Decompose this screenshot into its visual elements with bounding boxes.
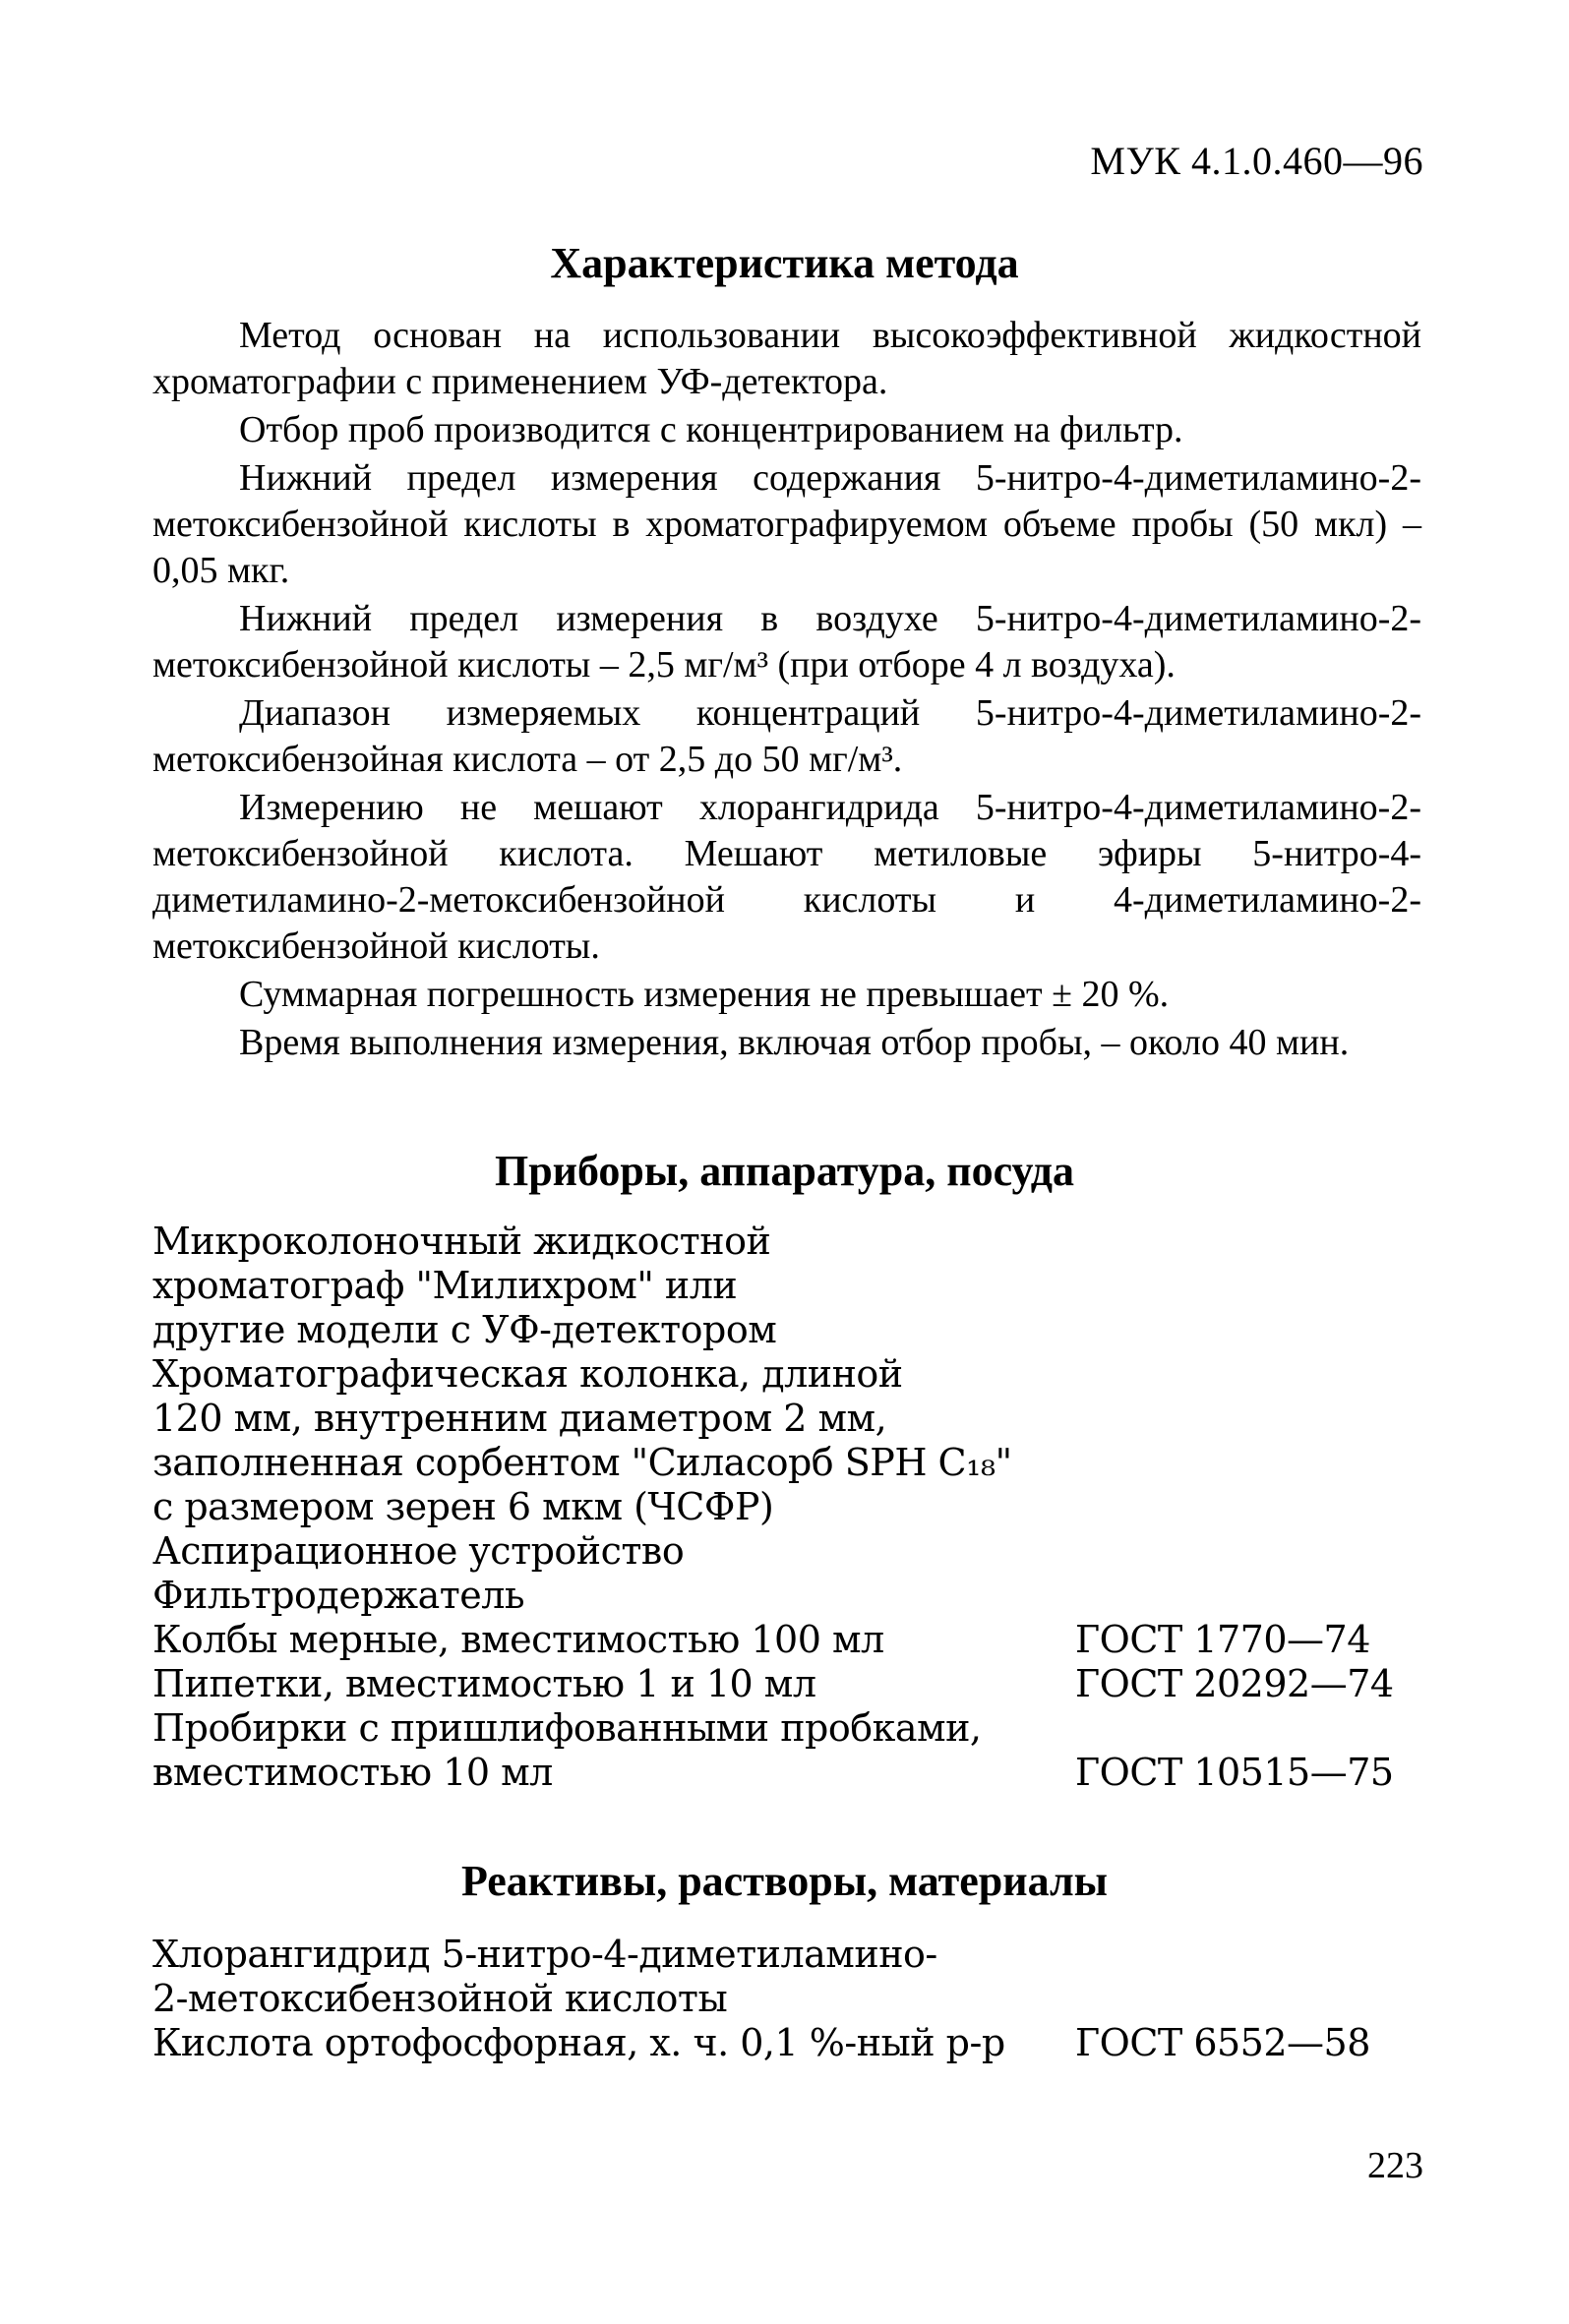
- paragraph: Диапазон измеряемых концентраций 5-нитро-4-диметиламино-2-метоксибензойная кислота – от 2,5 до 50 мг/м³.: [152, 692, 1421, 780]
- paragraph: Время выполнения измерения, включая отбор пробы, – около 40 мин.: [239, 1022, 1350, 1063]
- item-text: хроматограф "Милихром" или: [152, 1264, 738, 1307]
- list-item: [152, 1529, 1421, 1574]
- section-title-reagents: Реактивы, растворы, материалы: [460, 1857, 1109, 1905]
- paragraph: Метод основан на использовании высокоэффективной жидкостной хроматографии с применением УФ-детектора.: [152, 315, 1421, 402]
- list-item: [152, 1662, 1421, 1706]
- paragraph: Суммарная погрешность измерения не превышает ± 20 %.: [239, 974, 1170, 1015]
- paragraph: Нижний предел измерения в воздухе 5-нитро-4-диметиламино-2-метоксибензойной кислоты – 2,5 мг/м³ (при отборе 4 л воздуха).: [152, 598, 1421, 685]
- item-text: другие модели с УФ-детектором: [152, 1308, 777, 1351]
- item-text: Колбы мерные, вместимостью 100 мл: [152, 1618, 884, 1661]
- list-item: [152, 1706, 1421, 1751]
- reagents-list: [152, 1933, 1421, 2065]
- section-title-method: Характеристика метода: [550, 239, 1019, 287]
- list-item: [152, 1352, 1421, 1397]
- item-text: с размером зерен 6 мкм (ЧСФР): [152, 1485, 774, 1528]
- list-item: [152, 1751, 1421, 1795]
- method-description: [152, 313, 1421, 1066]
- paragraph: Отбор проб производится с концентрированием на фильтр.: [239, 409, 1183, 450]
- item-text: Фильтродержатель: [152, 1574, 525, 1617]
- item-text: Пробирки с пришлифованными пробками,: [152, 1706, 982, 1750]
- item-text: Аспирационное устройство: [152, 1529, 685, 1573]
- item-text: 120 мм, внутренним диаметром 2 мм,: [152, 1397, 887, 1440]
- item-text: вместимостью 10 мл: [152, 1751, 553, 1794]
- item-text: Хлорангидрид 5-нитро-4-диметиламино-: [152, 1933, 937, 1976]
- gost-reference: ГОСТ 1770—74: [1075, 1618, 1370, 1661]
- item-text: Пипетки, вместимостью 1 и 10 мл: [152, 1662, 816, 1705]
- list-item: [152, 1933, 1421, 1977]
- item-text: Хроматографическая колонка, длиной: [152, 1352, 903, 1396]
- list-item: [152, 1397, 1421, 1441]
- section-title-equipment: Приборы, аппаратура, посуда: [494, 1147, 1075, 1195]
- item-text: Кислота ортофосфорная, х. ч. 0,1 %-ный р-р: [152, 2021, 1005, 2064]
- equipment-list: [152, 1220, 1421, 1795]
- list-item: [152, 1574, 1421, 1618]
- paragraph: Измерению не мешают хлорангидрида 5-нитро-4-диметиламино-2-метоксибензойной кислота. Мешают метиловые эфиры 5-нитро-4-диметиламино-2-метоксибензойной кислоты и 4-диметиламино-2-метоксибензойной кислоты.: [152, 787, 1421, 967]
- gost-reference: ГОСТ 10515—75: [1075, 1751, 1394, 1794]
- paragraph: Нижний предел измерения содержания 5-нитро-4-диметиламино-2-метоксибензойной кислоты в хроматографируемом объеме пробы (50 мкл) – 0,05 мкг.: [152, 457, 1421, 591]
- list-item: [152, 1977, 1421, 2021]
- item-text: заполненная сорбентом "Силасорб SPH C₁₈": [152, 1441, 1012, 1484]
- gost-reference: ГОСТ 20292—74: [1075, 1662, 1394, 1705]
- list-item: [152, 1264, 1421, 1308]
- list-item: [152, 1618, 1421, 1662]
- page-number: 223: [1367, 2145, 1423, 2186]
- list-item: [152, 2021, 1421, 2065]
- list-item: [152, 1485, 1421, 1529]
- document-code: МУК 4.1.0.460—96: [1090, 139, 1423, 183]
- item-text: 2-метоксибензойной кислоты: [152, 1977, 728, 2020]
- gost-reference: ГОСТ 6552—58: [1075, 2021, 1370, 2064]
- list-item: [152, 1441, 1421, 1485]
- list-item: [152, 1220, 1421, 1264]
- item-text: Микроколоночный жидкостной: [152, 1220, 771, 1263]
- list-item: [152, 1308, 1421, 1352]
